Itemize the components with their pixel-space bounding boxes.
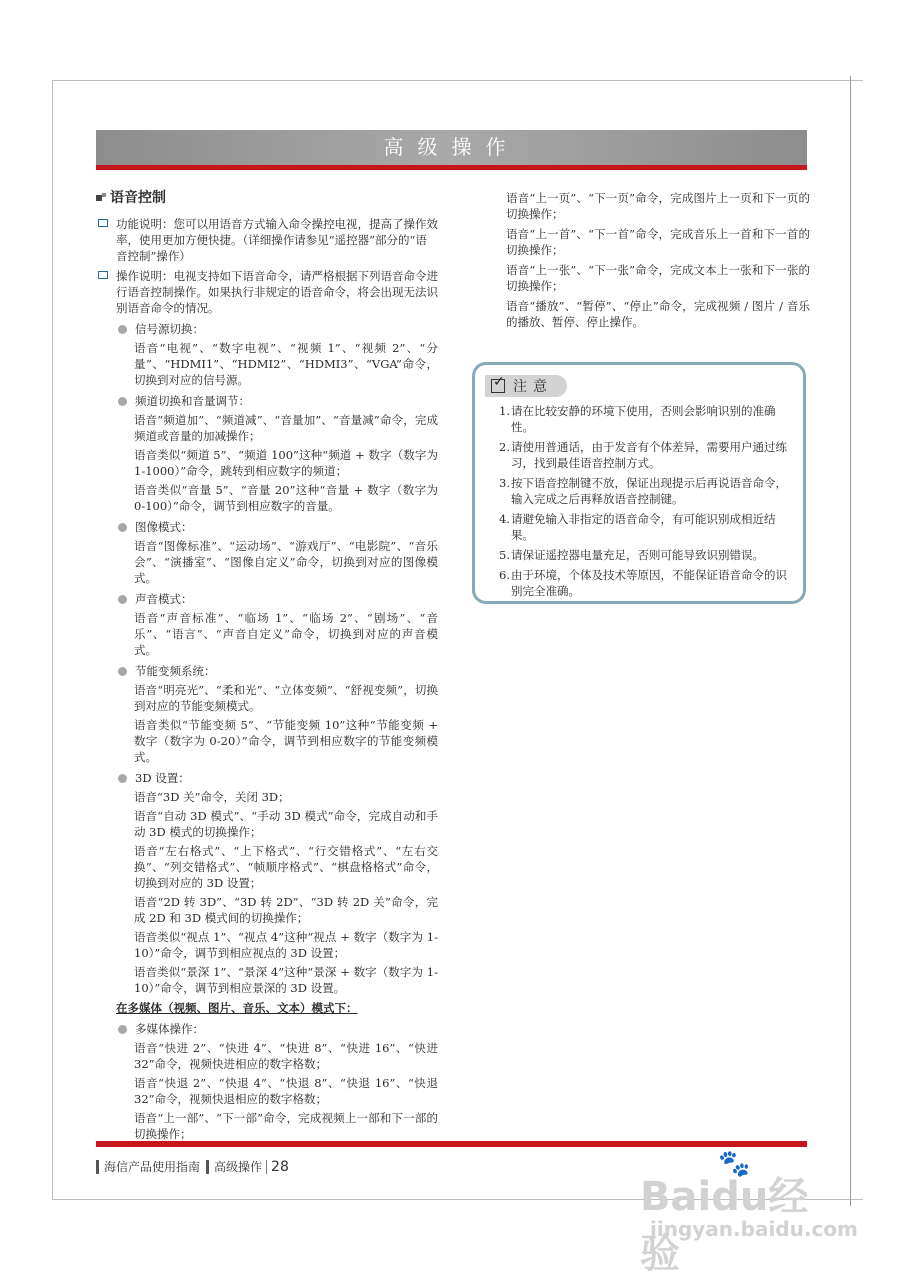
footer-guide: 海信产品使用指南 bbox=[104, 1160, 201, 1174]
footer bbox=[96, 1158, 289, 1175]
command-group bbox=[118, 663, 438, 765]
note-number: 6. bbox=[499, 568, 510, 582]
note-text: 由于环境，个体及技术等原因，不能保证语音命令的识别完全准确。 bbox=[511, 568, 787, 598]
header-red-rule bbox=[96, 165, 807, 170]
bullet-circle-icon bbox=[118, 667, 127, 676]
note-box bbox=[472, 362, 806, 604]
command-group-title: 3D 设置： bbox=[135, 771, 190, 785]
command-group-head bbox=[118, 770, 438, 786]
note-item bbox=[499, 475, 795, 507]
command-group-head bbox=[118, 321, 438, 337]
watermark bbox=[640, 1149, 858, 1277]
checkbox-square-icon bbox=[98, 271, 108, 279]
command-group bbox=[118, 770, 438, 996]
command-paragraph: 语音“明亮光”、“柔和光”、“立体变频”、“舒视变频”，切换到对应的节能变频模式。 bbox=[134, 683, 438, 713]
note-text: 请避免输入非指定的语音命令，有可能识别成相近结果。 bbox=[511, 512, 776, 542]
command-paragraph: 语音“自动 3D 模式”、“手动 3D 模式”命令，完成自动和手动 3D 模式的切换操作； bbox=[134, 809, 438, 839]
command-paragraph: 语音“上一张”、“下一张”命令，完成文本上一张和下一张的切换操作； bbox=[506, 263, 810, 293]
watermark-sub: jingyan.baidu.com bbox=[650, 1217, 858, 1241]
paw-icon: 🐾 bbox=[718, 1149, 751, 1179]
page-edge-line bbox=[850, 76, 851, 1206]
command-group bbox=[118, 591, 438, 658]
footer-bar-icon bbox=[96, 1160, 99, 1174]
page-title: 高级操作 bbox=[96, 130, 807, 165]
command-paragraph: 语音类似“视点 1”、“视点 4”这种“视点 + 数字（数字为 1-10）”命令，调节到相应视点的 3D 设置； bbox=[134, 930, 438, 960]
note-item bbox=[499, 567, 795, 599]
command-paragraph: 语音“频道加”、“频道减”、“音量加”、“音量减”命令，完成频道或音量的加减操作； bbox=[134, 413, 438, 443]
command-paragraph: 语音“左右格式”、“上下格式”、“行交错格式”、“左右交换”、“列交错格式”、“帧顺序格式”、“棋盘格格式”命令，切换到对应的 3D 设置； bbox=[134, 844, 438, 890]
note-tab bbox=[485, 375, 567, 397]
checkmark-box-icon bbox=[491, 379, 505, 393]
bullet-circle-icon bbox=[118, 523, 127, 532]
command-paragraph: 语音类似“景深 1”、“景深 4”这种“景深 + 数字（数字为 1-10）”命令，调节到相应景深的 3D 设置。 bbox=[134, 965, 438, 995]
command-group bbox=[118, 321, 438, 388]
operation-description-text: 操作说明：电视支持如下语音命令，请严格根据下列语音命令进行语音控制操作。如果执行非规定的语音命令，将会出现无法识别语音命令的情况。 bbox=[116, 269, 438, 315]
function-description-text: 功能说明：您可以用语音方式输入命令操控电视，提高了操作效率，使用更加方便快捷。（详细操作请参见“遥控器”部分的“语音控制”操作） bbox=[116, 217, 438, 263]
note-text: 请在比较安静的环境下使用，否则会影响识别的准确性。 bbox=[511, 404, 776, 434]
command-group-head bbox=[118, 393, 438, 409]
footer-bar-icon bbox=[206, 1160, 209, 1174]
note-item bbox=[499, 439, 795, 471]
command-paragraph: 语音“播放”、“暂停”、“停止”命令，完成视频 / 图片 / 音乐的播放、暂停、停止操作。 bbox=[506, 299, 810, 329]
command-paragraph: 语音“快退 2”、“快退 4”、“快退 8”、“快退 16”、“快退 32”命令，视频快退相应的数字格数； bbox=[134, 1076, 438, 1106]
command-group-head bbox=[118, 519, 438, 535]
note-text: 按下语音控制键不放，保证出现提示后再说语音命令，输入完成之后再释放语音控制键。 bbox=[511, 476, 787, 506]
left-column bbox=[96, 190, 438, 1145]
command-group-title: 频道切换和音量调节： bbox=[135, 394, 250, 408]
note-number: 5. bbox=[499, 548, 510, 562]
note-list bbox=[499, 403, 795, 603]
operation-description bbox=[96, 268, 438, 316]
command-group bbox=[118, 393, 438, 514]
footer-section: 高级操作 bbox=[214, 1160, 263, 1174]
note-item bbox=[499, 511, 795, 543]
page-number: 28 bbox=[271, 1158, 289, 1175]
command-paragraph: 语音类似“频道 5”、“频道 100”这种“频道 + 数字（数字为 1-1000）”命令，跳转到相应数字的频道； bbox=[134, 448, 438, 478]
note-number: 4. bbox=[499, 512, 510, 526]
section-marker-icon bbox=[96, 193, 106, 203]
command-paragraph: 语音“电视”、“数字电视”、“视频 1”、“视频 2”、“分量”、“HDMI1”、“HDMI2”、“HDMI3”、“VGA”命令，切换到对应的信号源。 bbox=[134, 341, 438, 387]
right-column bbox=[506, 190, 810, 334]
command-paragraph: 语音“上一首”、“下一首”命令，完成音乐上一首和下一首的切换操作； bbox=[506, 227, 810, 257]
command-group-title: 图像模式： bbox=[135, 520, 193, 534]
command-paragraph: 语音“图像标准”、“运动场”、“游戏厅”、“电影院”、“音乐会”、“演播室”、“图像自定义”命令，切换到对应的图像模式。 bbox=[134, 539, 438, 585]
command-group-title: 声音模式： bbox=[135, 592, 193, 606]
command-group-title: 多媒体操作： bbox=[135, 1022, 204, 1036]
command-paragraph: 语音“2D 转 3D”、“3D 转 2D”、“3D 转 2D 关”命令，完成 2D 和 3D 模式间的切换操作； bbox=[134, 895, 438, 925]
command-paragraph: 语音“上一页”、“下一页”命令，完成图片上一页和下一页的切换操作； bbox=[506, 191, 810, 221]
bullet-circle-icon bbox=[118, 397, 127, 406]
note-text: 请保证遥控器电量充足，否则可能导致识别错误。 bbox=[511, 548, 764, 562]
note-item bbox=[499, 547, 795, 563]
command-group-head bbox=[118, 663, 438, 679]
command-paragraph: 语音类似“音量 5”、“音量 20”这种“音量 + 数字（数字为 0-100）”命令，调节到相应数字的音量。 bbox=[134, 483, 438, 513]
watermark-main: Baidu经验 bbox=[640, 1174, 809, 1277]
note-item bbox=[499, 403, 795, 435]
note-title: 注意 bbox=[513, 379, 553, 395]
bullet-circle-icon bbox=[118, 595, 127, 604]
command-paragraph: 语音“上一部”、“下一部”命令，完成视频上一部和下一部的切换操作； bbox=[134, 1111, 438, 1141]
section-title: 语音控制 bbox=[110, 190, 166, 206]
note-number: 1. bbox=[499, 404, 510, 418]
bullet-circle-icon bbox=[118, 774, 127, 783]
command-group-head bbox=[118, 1021, 438, 1037]
note-number: 2. bbox=[499, 440, 510, 454]
checkbox-square-icon bbox=[98, 219, 108, 227]
command-paragraph: 语音“声音标准”、“临场 1”、“临场 2”、“剧场”、“音乐”、“语言”、“声音自定义”命令，切换到对应的声音模式。 bbox=[134, 611, 438, 657]
command-paragraph: 语音类似“节能变频 5”、“节能变频 10”这种“节能变频 + 数字（数字为 0-20）”命令，调节到相应数字的节能变频模式。 bbox=[134, 718, 438, 764]
bullet-circle-icon bbox=[118, 1025, 127, 1034]
command-group bbox=[118, 1021, 438, 1142]
command-group-title: 节能变频系统： bbox=[135, 664, 216, 678]
command-paragraph: 语音“3D 关”命令，关闭 3D； bbox=[134, 790, 290, 804]
multimedia-heading: 在多媒体（视频、图片、音乐、文本）模式下： bbox=[116, 1001, 358, 1015]
command-group-title: 信号源切换： bbox=[135, 322, 204, 336]
function-description bbox=[96, 216, 438, 264]
footer-red-rule bbox=[96, 1141, 807, 1147]
footer-divider bbox=[266, 1160, 267, 1174]
note-text: 请使用普通话，由于发音有个体差异，需要用户通过练习，找到最佳语音控制方式。 bbox=[511, 440, 787, 470]
command-paragraph: 语音“快进 2”、“快进 4”、“快进 8”、“快进 16”、“快进 32”命令，视频快进相应的数字格数； bbox=[134, 1041, 438, 1071]
command-group-head bbox=[118, 591, 438, 607]
command-group bbox=[118, 519, 438, 586]
section-heading bbox=[96, 190, 438, 206]
bullet-circle-icon bbox=[118, 325, 127, 334]
note-number: 3. bbox=[499, 476, 510, 490]
